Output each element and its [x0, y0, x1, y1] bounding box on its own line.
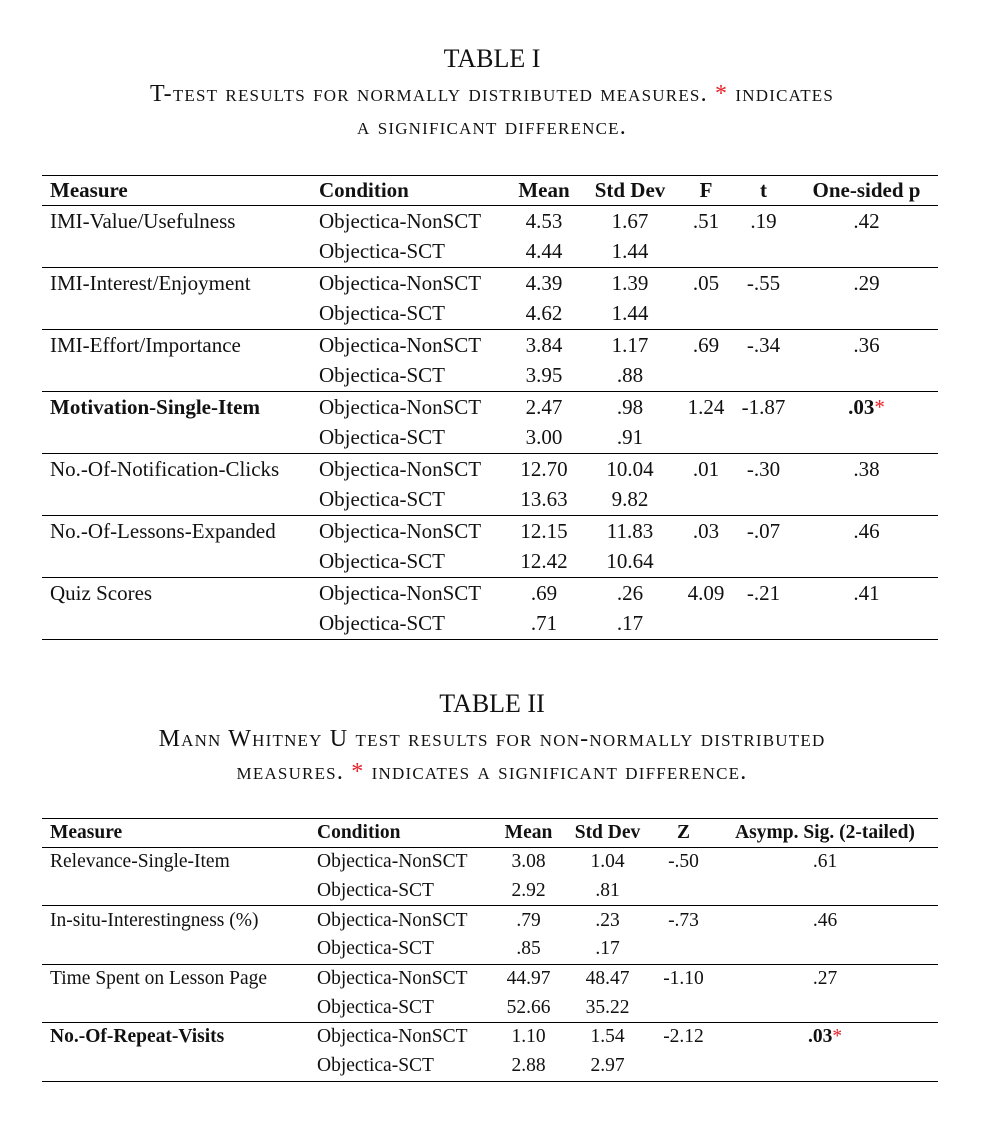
mean-cell: .85 — [497, 935, 560, 964]
condition-cell: Objectica-NonSCT — [319, 518, 482, 543]
condition-cell: Objectica-NonSCT — [319, 580, 482, 605]
condition-cell: Objectica-NonSCT — [317, 968, 468, 990]
mean-cell: 3.08 — [511, 851, 546, 873]
significance-star: * — [874, 394, 885, 419]
t-cell: -.30 — [746, 456, 781, 481]
measure-cell — [42, 877, 309, 906]
caption-text: indicates a significant difference. — [371, 759, 748, 785]
table2-title: TABLE II — [439, 689, 545, 718]
significant-value: .03 — [807, 1026, 833, 1048]
condition-cell: Objectica-NonSCT — [319, 456, 482, 481]
p-value-cell: .38 — [853, 456, 880, 481]
p-value-cell: .46 — [853, 518, 880, 543]
p-value-cell: .41 — [853, 580, 880, 605]
std-dev-cell: .98 — [616, 394, 644, 419]
measure-cell — [42, 423, 311, 454]
table1-caption — [0, 78, 984, 144]
t-cell: -1.87 — [741, 394, 786, 419]
header-row — [42, 819, 938, 848]
z-cell — [655, 877, 712, 906]
header-f: F — [680, 176, 732, 206]
condition-cell: Objectica-SCT — [309, 993, 497, 1022]
measure-cell: No.-Of-Repeat-Visits — [50, 1026, 225, 1048]
caption-text: T-test results for normally distributed measures. — [149, 81, 708, 107]
std-dev-cell: 1.17 — [611, 332, 649, 357]
measure-cell: No.-Of-Lessons-Expanded — [50, 518, 276, 543]
measure-cell — [42, 485, 311, 516]
asymp-sig-cell — [712, 877, 938, 906]
p-value-cell: .36 — [853, 332, 880, 357]
mean-cell: 4.62 — [508, 299, 580, 330]
std-dev-cell: 1.39 — [611, 270, 649, 295]
p-value-cell — [795, 423, 938, 454]
table-row — [42, 964, 938, 993]
f-cell — [680, 361, 732, 392]
significance-star: * — [832, 1026, 843, 1048]
t-cell: -.21 — [746, 580, 781, 605]
mean-cell: 12.70 — [520, 456, 568, 481]
mean-cell: 13.63 — [508, 485, 580, 516]
std-dev-cell: 1.44 — [580, 299, 680, 330]
t-cell — [732, 361, 795, 392]
std-dev-cell: 1.54 — [590, 1026, 625, 1048]
table-row — [42, 1023, 938, 1052]
condition-cell: Objectica-SCT — [311, 361, 508, 392]
measure-cell: No.-Of-Notification-Clicks — [50, 456, 280, 481]
measure-cell — [42, 609, 311, 640]
asymp-sig-cell — [712, 935, 938, 964]
p-value-cell — [795, 547, 938, 578]
measure-cell — [42, 547, 311, 578]
mean-cell: 3.84 — [525, 332, 563, 357]
std-dev-cell: .17 — [616, 611, 644, 636]
p-value-cell: .29 — [853, 270, 880, 295]
t-cell — [732, 423, 795, 454]
header-mean: Mean — [497, 819, 560, 848]
p-value-cell — [795, 299, 938, 330]
p-value-cell — [795, 609, 938, 640]
measure-cell — [42, 935, 309, 964]
table-row — [42, 392, 938, 423]
f-cell: .69 — [692, 332, 720, 357]
std-dev-cell: .81 — [560, 877, 655, 906]
mean-cell: 2.88 — [511, 1055, 546, 1077]
header-condition: Condition — [309, 819, 497, 848]
table-row — [42, 268, 938, 299]
t-cell: -.34 — [746, 332, 781, 357]
condition-cell: Objectica-NonSCT — [317, 851, 468, 873]
z-cell: -.73 — [668, 909, 699, 931]
table-row — [42, 547, 938, 578]
mean-cell: 4.39 — [525, 270, 563, 295]
asymp-sig-cell — [712, 1023, 938, 1052]
measure-cell: IMI-Effort/Importance — [50, 332, 241, 357]
t-cell — [732, 547, 795, 578]
std-dev-cell: .26 — [616, 580, 644, 605]
std-dev-cell: 48.47 — [585, 968, 630, 990]
mean-cell: 4.44 — [508, 237, 580, 268]
measure-cell — [42, 993, 309, 1022]
condition-cell: Objectica-NonSCT — [319, 394, 482, 419]
t-cell — [732, 299, 795, 330]
condition-cell: Objectica-NonSCT — [317, 1026, 468, 1048]
measure-cell: Relevance-Single-Item — [50, 851, 230, 873]
std-dev-cell: .17 — [560, 935, 655, 964]
std-dev-cell: 1.67 — [611, 208, 649, 233]
condition-cell: Objectica-SCT — [319, 611, 445, 636]
header-condition: Condition — [311, 176, 508, 206]
header-measure: Measure — [42, 176, 311, 206]
header-p: One-sided p — [795, 176, 938, 206]
p-value-cell — [795, 237, 938, 268]
std-dev-cell: 1.44 — [580, 237, 680, 268]
condition-cell: Objectica-NonSCT — [319, 270, 482, 295]
table-row — [42, 993, 938, 1022]
mean-cell: .71 — [530, 611, 558, 636]
header-asymp-sig: Asymp. Sig. (2-tailed) — [712, 819, 938, 848]
header-z: Z — [655, 819, 712, 848]
table-row — [42, 877, 938, 906]
mean-cell: 3.95 — [508, 361, 580, 392]
mean-cell: .69 — [530, 580, 558, 605]
asymp-sig-cell — [712, 1052, 938, 1081]
f-cell: .51 — [692, 208, 720, 233]
z-cell — [655, 1052, 712, 1081]
significance-star: * — [351, 759, 365, 785]
std-dev-cell: 2.97 — [590, 1055, 625, 1077]
table-row — [42, 578, 938, 609]
t-cell: -.55 — [746, 270, 781, 295]
condition-cell: Objectica-SCT — [309, 935, 497, 964]
condition-cell: Objectica-NonSCT — [319, 332, 482, 357]
table-row — [42, 454, 938, 485]
table-row — [42, 848, 938, 877]
measure-cell — [42, 237, 311, 268]
condition-cell: Objectica-SCT — [311, 485, 508, 516]
caption-text: indicates — [735, 81, 835, 107]
f-cell: 1.24 — [687, 394, 725, 419]
t-cell: .19 — [750, 208, 777, 233]
caption-text: a significant difference. — [357, 114, 627, 140]
f-cell — [680, 547, 732, 578]
significance-star: * — [714, 81, 729, 107]
f-cell — [680, 299, 732, 330]
table-row — [42, 237, 938, 268]
table-row — [42, 516, 938, 547]
condition-cell: Objectica-SCT — [311, 237, 508, 268]
mean-cell: 3.00 — [508, 423, 580, 454]
z-cell: -2.12 — [663, 1026, 704, 1048]
t-cell: -.07 — [746, 518, 781, 543]
mean-cell: 2.47 — [525, 394, 563, 419]
header-t: t — [732, 176, 795, 206]
std-dev-cell: .91 — [580, 423, 680, 454]
mean-cell: 12.15 — [520, 518, 568, 543]
table2-caption — [0, 723, 984, 789]
table-row — [42, 1052, 938, 1081]
p-value-cell — [795, 392, 938, 423]
std-dev-cell: 1.04 — [590, 851, 625, 873]
asymp-sig-cell: .27 — [812, 968, 838, 990]
table-row — [42, 299, 938, 330]
f-cell — [680, 609, 732, 640]
mean-cell: 4.53 — [525, 208, 563, 233]
mean-cell: 12.42 — [508, 547, 580, 578]
measure-cell — [42, 361, 311, 392]
mann-whitney-table — [42, 818, 938, 1082]
p-value-cell — [795, 361, 938, 392]
z-cell: -1.10 — [663, 968, 704, 990]
z-cell: -.50 — [668, 851, 699, 873]
asymp-sig-cell: .46 — [812, 909, 838, 931]
measure-cell — [42, 1052, 309, 1081]
p-value-cell — [795, 485, 938, 516]
std-dev-cell: 10.04 — [606, 456, 654, 481]
f-cell — [680, 423, 732, 454]
f-cell: .01 — [692, 456, 720, 481]
condition-cell: Objectica-NonSCT — [317, 909, 468, 931]
std-dev-cell: .23 — [595, 909, 620, 931]
f-cell: 4.09 — [687, 580, 725, 605]
measure-cell: IMI-Interest/Enjoyment — [50, 270, 251, 295]
header-row — [42, 176, 938, 206]
f-cell — [680, 485, 732, 516]
std-dev-cell: 11.83 — [606, 518, 654, 543]
header-std-dev: Std Dev — [580, 176, 680, 206]
table-row — [42, 361, 938, 392]
std-dev-cell: 9.82 — [580, 485, 680, 516]
t-cell — [732, 609, 795, 640]
std-dev-cell: .88 — [580, 361, 680, 392]
table-row — [42, 206, 938, 237]
caption-text: Mann Whitney U test results for non-normally distributed — [158, 726, 826, 752]
measure-cell — [42, 299, 311, 330]
f-cell: .05 — [692, 270, 720, 295]
measure-cell: Time Spent on Lesson Page — [50, 968, 268, 990]
mean-cell: 1.10 — [511, 1026, 546, 1048]
table-row — [42, 935, 938, 964]
table1-title: TABLE I — [443, 44, 541, 73]
condition-cell: Objectica-SCT — [311, 547, 508, 578]
condition-cell: Objectica-SCT — [309, 877, 497, 906]
header-std-dev: Std Dev — [560, 819, 655, 848]
std-dev-cell: 10.64 — [580, 547, 680, 578]
measure-cell: Quiz Scores — [50, 580, 153, 605]
header-measure: Measure — [42, 819, 309, 848]
t-cell — [732, 485, 795, 516]
t-cell — [732, 237, 795, 268]
mean-cell: .79 — [516, 909, 541, 931]
table-row — [42, 485, 938, 516]
z-cell — [655, 993, 712, 1022]
p-value-cell: .42 — [853, 208, 880, 233]
header-mean: Mean — [508, 176, 580, 206]
table-row — [42, 423, 938, 454]
measure-cell: Motivation-Single-Item — [50, 394, 260, 419]
measure-cell: In-situ-Interestingness (%) — [50, 909, 259, 931]
condition-cell: Objectica-SCT — [317, 1055, 434, 1077]
caption-text: measures. — [236, 759, 345, 785]
table-row — [42, 906, 938, 935]
condition-cell: Objectica-SCT — [311, 299, 508, 330]
table-row — [42, 609, 938, 640]
mean-cell: 2.92 — [497, 877, 560, 906]
asymp-sig-cell: .61 — [812, 851, 838, 873]
f-cell — [680, 237, 732, 268]
mean-cell: 44.97 — [506, 968, 551, 990]
t-test-table — [42, 175, 938, 640]
std-dev-cell: 35.22 — [560, 993, 655, 1022]
z-cell — [655, 935, 712, 964]
table-row — [42, 330, 938, 361]
f-cell: .03 — [692, 518, 720, 543]
significant-value: .03 — [848, 394, 875, 419]
condition-cell: Objectica-NonSCT — [319, 208, 482, 233]
asymp-sig-cell — [712, 993, 938, 1022]
measure-cell: IMI-Value/Usefulness — [50, 208, 236, 233]
mean-cell: 52.66 — [497, 993, 560, 1022]
condition-cell: Objectica-SCT — [311, 423, 508, 454]
